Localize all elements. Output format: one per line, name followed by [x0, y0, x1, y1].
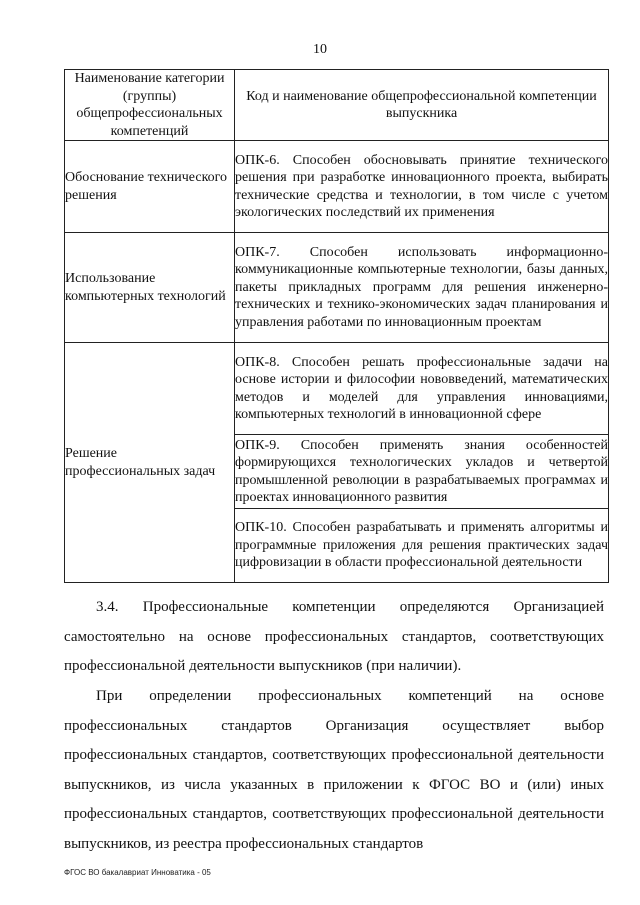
header-category: Наименование категории (группы) общепрофессиональных компетенций — [65, 70, 235, 141]
table-row — [65, 233, 609, 343]
page-number: 10 — [313, 42, 327, 57]
table-row — [65, 343, 609, 435]
paragraph-professional-standards: При определении профессиональных компетенций на основе профессиональных стандартов Организация осуществляет выбор профессиональных стандартов, соответствующих профессиональной деятельности выпускников, из числа указанных в приложении к ФГОС ВО и (или) иных профессиональных стандартов, соответствующих профессиональной деятельности выпускников, из реестра профессиональных стандартов — [64, 688, 604, 852]
competencies-table — [64, 69, 609, 583]
competency-cell: ОПК-8. Способен решать профессиональные задачи на основе истории и философии нововведений, математических методов и моделей для управления инновациями, компьютерных технологий в инновационной сфере — [235, 343, 609, 435]
competency-cell: ОПК-6. Способен обосновывать принятие технического решения при разработке инновационного проекта, выбирать технические средства и технологии, в том числе с учетом экологических последствий их применения — [235, 141, 609, 233]
table-row — [65, 141, 609, 233]
category-cell: Обоснование технического решения — [65, 141, 235, 233]
competency-cell: ОПК-9. Способен применять знания особенностей формирующихся технологических укладов и четвертой промышленной революции в разрабатываемых программах и проектах инновационного развития — [235, 435, 609, 509]
category-cell: Решение профессиональных задач — [65, 343, 235, 583]
competency-cell: ОПК-10. Способен разрабатывать и применять алгоритмы и программные приложения для решения практических задач цифровизации в области профессиональной деятельности — [235, 509, 609, 583]
footer-note: ФГОС ВО бакалавриат Инноватика - 05 — [64, 868, 211, 877]
category-cell: Использование компьютерных технологий — [65, 233, 235, 343]
competency-cell: ОПК-7. Способен использовать информационно-коммуникационные компьютерные технологии, базы данных, пакеты прикладных программ для решения инженерно-технических и технико-экономических задач планирования и управления работами по инновационным проектам — [235, 233, 609, 343]
header-code: Код и наименование общепрофессиональной компетенции выпускника — [235, 70, 609, 141]
table-header-row — [65, 70, 609, 141]
paragraph-3-4: 3.4. Профессиональные компетенции определяются Организацией самостоятельно на основе профессиональных стандартов, соответствующих профессиональной деятельности выпускников (при наличии). — [64, 599, 604, 674]
